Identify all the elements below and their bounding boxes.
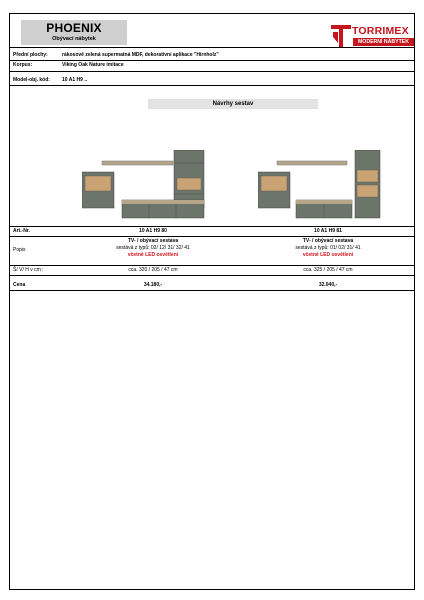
item-2-price: 32.040,- (318, 282, 338, 288)
item-2-dims: cca. 325 / 205 / 47 cm (303, 267, 353, 273)
row-label-cena: Cena (13, 282, 26, 288)
product-subtitle: Obývací nábytek (52, 36, 96, 42)
brand-tagline: MODERNÍ NÁBYTEK (353, 38, 414, 46)
spec-value-fronts: rákosově zelená supermatná MDF, dekorativní aplikace "Hirnholz" (62, 52, 219, 58)
row-label-art: Art.-Nr. (13, 228, 30, 234)
furniture-set-2-illustration (258, 150, 388, 220)
model-value: 10 A1 H9 .. (62, 77, 88, 83)
product-title-box (21, 20, 127, 45)
divider (10, 71, 414, 72)
spec-label-fronts: Přední plochy: (13, 52, 48, 58)
section-title: Návrhy sestav (148, 99, 318, 109)
item-1-art: 10 A1 H9 80 (139, 228, 167, 234)
divider (10, 85, 414, 86)
item-1-name: TV- / obývací sestava (127, 238, 179, 244)
furniture-set-1-illustration (82, 150, 212, 220)
divider (10, 290, 414, 291)
item-2-led: včetně LED osvětlení (302, 252, 354, 258)
item-1-price: 34.180,- (143, 282, 163, 288)
divider (10, 60, 414, 61)
catalog-sheet (9, 13, 415, 590)
product-title: PHOENIX (46, 21, 102, 35)
brand-logo-icon (331, 23, 351, 47)
divider (10, 236, 414, 237)
item-2-name: TV- / obývací sestava (302, 238, 354, 244)
item-1-types: sestává z typů: 02/ 12/ 31/ 32/ 41 (116, 245, 190, 251)
spec-value-body: Viking Oak Nature imitace (62, 62, 124, 68)
divider (10, 265, 414, 266)
brand-logo (331, 23, 415, 49)
divider (10, 226, 414, 227)
item-1-led: včetně LED osvětlení (127, 252, 179, 258)
row-label-popis: Popis (13, 247, 26, 253)
item-2-art: 10 A1 H9 81 (314, 228, 342, 234)
model-label: Model-obj. kód: (13, 77, 50, 83)
item-2-types: sestává z typů: 01/ 02/ 31/ 41 (295, 245, 361, 251)
brand-name: TORRIMEX (352, 25, 409, 37)
row-label-dims: Š/ V/ H v cm : (13, 267, 44, 273)
spec-label-body: Korpus: (13, 62, 33, 68)
item-1-dims: cca. 320 / 205 / 47 cm (128, 267, 178, 273)
divider (10, 47, 414, 48)
divider (10, 275, 414, 276)
